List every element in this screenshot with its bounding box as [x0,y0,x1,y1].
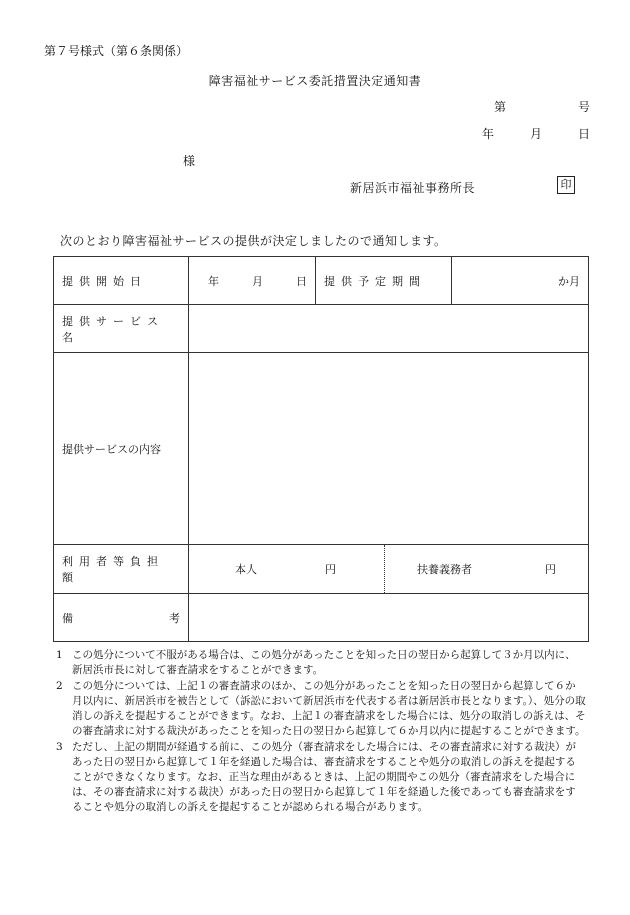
note-text: この処分については、上記１の審査請求のほか、この処分があったことを知った日の翌日から起算して６か月以内に、新居浜市を被告として（訴訟において新居浜市を代表する者は新居浜市長となります。）、処分の取消しの訴えを提起することができます。なお、上記１の審査請求をした場合には、処分の取消しの訴えは、その審査請求に対する裁決があったことを知った日の翌日から起算して６か月以内に提起することができます。 [72,680,586,737]
burden-value [189,545,589,594]
note-number: 1 [56,649,63,661]
note-text: この処分について不服がある場合は、この処分があったことを知った日の翌日から起算して３か月以内に、新居浜市長に対して審査請求をすることができます。 [72,649,576,676]
form-number: 第７号様式（第６条関係） [44,44,189,58]
document-number: 第 号 [493,100,590,114]
issuer-name: 新居浜市福祉事務所長 [350,181,476,195]
service-content-label: 提供サービスの内容 [54,353,189,545]
period-label: 提供予定期間 [316,257,452,305]
intro-text: 次のとおり障害福祉サービスの提供が決定しましたので通知します。 [60,234,447,248]
service-content-value [189,353,589,545]
decision-table [53,256,589,642]
start-date-label: 提供開始日 [54,257,189,305]
self-label: 本人 [235,563,257,576]
remarks-value [189,594,589,642]
table-row [54,594,589,642]
burden-label: 利用者等負担額 [54,545,189,594]
service-name-label: 提供サービス名 [54,305,189,353]
table-row [54,305,589,353]
table-row [54,545,589,594]
document-date: 年 月 日 [481,127,590,141]
remarks-label [54,594,189,642]
list-item [56,648,586,678]
table-row [54,257,589,305]
period-value: か月 [452,257,589,305]
remarks-label-1: 備 [62,611,73,625]
seal-mark: 印 [557,176,575,194]
guardian-unit: 円 [545,563,556,576]
guardian-label: 扶養義務者 [417,563,472,576]
note-number: 2 [56,680,63,692]
table-row [54,353,589,545]
remarks-label-2: 考 [169,611,180,625]
self-unit: 円 [325,563,336,576]
recipient-suffix: 様 [183,154,196,168]
list-item [56,740,586,815]
list-item [56,679,586,739]
notes-list [56,648,586,816]
document-title: 障害福祉サービス委託措置決定通知書 [208,74,422,88]
note-number: 3 [56,741,63,753]
note-text: ただし、上記の期間が経過する前に、この処分（審査請求をした場合には、その審査請求に対する裁決）があった日の翌日から起算して１年を経過した場合は、審査請求をすることや処分の取消しの訴えを提起することができなくなります。なお、正当な理由があるときは、上記の期間やこの処分（審査請求をした場合には、その審査請求に対する裁決）があった日の翌日から起算して１年を経過した後であっても審査請求をすることや処分の取消しの訴えを提起することが認められる場合があります。 [72,741,576,813]
start-date-value: 年 月 日 [189,257,316,305]
service-name-value [189,305,589,353]
